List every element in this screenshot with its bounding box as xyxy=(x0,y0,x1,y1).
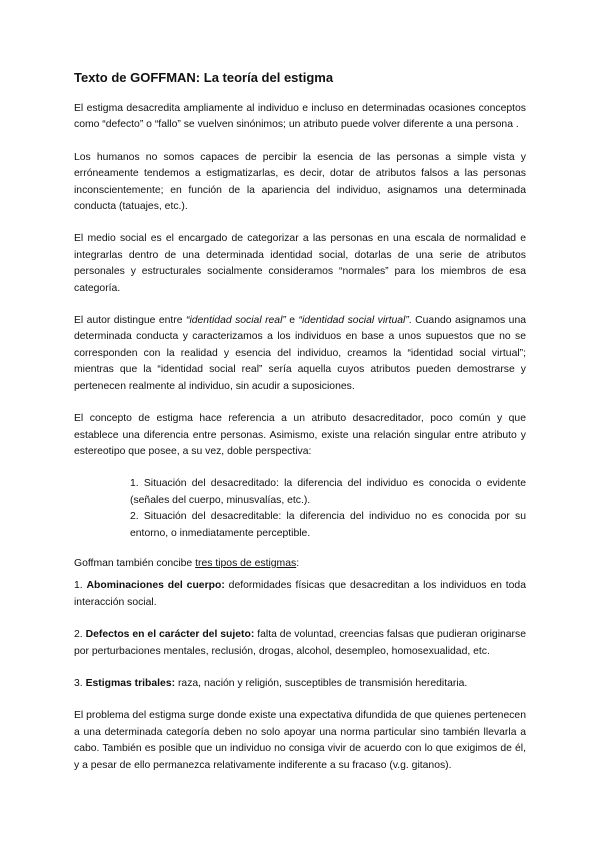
types-intro-before: Goffman también concibe xyxy=(74,557,196,569)
stigma-type-3 xyxy=(74,676,526,692)
types-intro-underlined: tres tipos de estigmas xyxy=(195,557,297,569)
identity-text-b: e xyxy=(285,315,299,327)
list-item: 2. Situación del desacreditable: la diferencia del individuo no es conocida por su entorno, o inmediatamente perceptible. xyxy=(130,511,526,539)
situations-list xyxy=(74,476,526,542)
type-description: deformidades físicas que desacreditan a los individuos en toda interacción social. xyxy=(74,580,526,608)
type-term: Estigmas tribales: xyxy=(85,677,176,689)
types-intro xyxy=(74,556,526,572)
type-description: falta de voluntad, creencias falsas que pudieran originarse por perturbaciones mentales, reclusión, drogas, alcohol, desempleo, homosexualidad, etc. xyxy=(74,629,526,657)
paragraph-concept: El concepto de estigma hace referencia a un atributo desacreditador, poco común y que establece una diferencia entre personas. Asimismo, existe una relación singular entre atributo y estereotipo que posee, a su vez, doble perspectiva: xyxy=(74,413,526,457)
paragraph-stigma-definition: El estigma desacredita ampliamente al individuo e incluso en determinadas ocasiones conceptos como “defecto” o “fallo” se vuelven sinónimos; un atributo puede volver diferente a una persona . xyxy=(74,103,526,131)
identity-text-c: . Cuando asignamos una determinada conducta y caracterizamos a los individuos en base a unos supuestos que no se corresponden con la realidad y esencia del individuo, creamos la “identidad social virtual”; mientras que la “identidad social real” sería aquella cuyos atributos pueden demostrarse y pertenecen realmente al individuo, sin acudir a suposiciones. xyxy=(74,315,526,392)
list-item: 1. Situación del desacreditado: la diferencia del individuo es conocida o evidente (señales del cuerpo, minusvalías, etc.). xyxy=(130,478,526,506)
type-term: Defectos en el carácter del sujeto: xyxy=(85,629,255,641)
type-number: 2. xyxy=(74,629,86,641)
type-number: 1. xyxy=(74,580,87,592)
type-number: 3. xyxy=(74,677,86,689)
identity-virtual-term: “identidad social virtual” xyxy=(298,315,409,327)
stigma-type-1 xyxy=(74,578,526,611)
paragraph-perception: Los humanos no somos capaces de percibir la esencia de las personas a simple vista y erróneamente tendemos a estigmatizarlas, es decir, dotar de atributos falsos a las personas inconscientemente; en función de la apariencia del individuo, asignamos una determinada conducta (tatuajes, etc.). xyxy=(74,151,526,213)
stigma-type-2 xyxy=(74,627,526,660)
paragraph-closing: El problema del estigma surge donde existe una expectativa difundida de que quienes pertenecen a una determinada categoría deben no solo apoyar una norma particular sino también llevarla a cabo. También es posible que un individuo no consiga vivir de acuerdo con lo que exigimos de él, y a pesar de ello permanezca relativamente indiferente a su fracaso (v.g. gitanos). xyxy=(74,710,526,771)
identity-text-a: El autor distingue entre xyxy=(74,315,186,327)
document-title: Texto de GOFFMAN: La teoría del estigma xyxy=(74,70,334,85)
types-intro-after: : xyxy=(296,557,300,569)
paragraph-social-medium: El medio social es el encargado de categorizar a las personas en una escala de normalidad e integrarlas dentro de una determinada identidad social, dotarlas de una serie de atributos personales y estructurales socialmente consideramos “normales” para los miembros de esa categoría. xyxy=(74,233,526,294)
type-term: Abominaciones del cuerpo: xyxy=(86,580,225,592)
paragraph-identity xyxy=(74,313,526,395)
type-description: raza, nación y religión, susceptibles de transmisión hereditaria. xyxy=(175,677,468,689)
identity-real-term: “identidad social real” xyxy=(185,315,286,327)
